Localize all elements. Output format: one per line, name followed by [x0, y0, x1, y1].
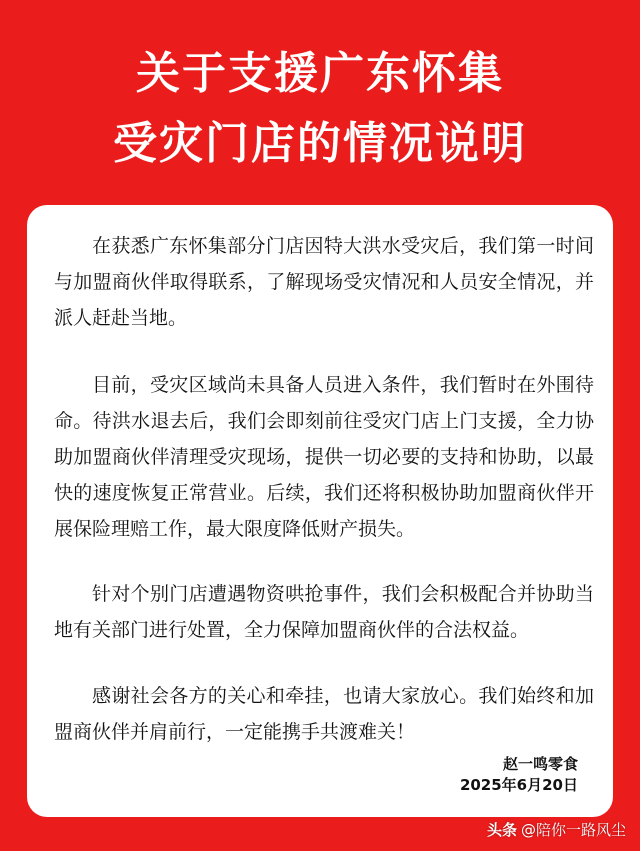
- watermark-brand: 头条: [486, 821, 517, 839]
- paragraph-2: 目前，受灾区域尚未具备人员进入条件，我们暂时在外围待命。待洪水退去后，我们会即刻前往受灾门店上门支援，全力协助加盟商伙伴清理受灾现场，提供一切必要的支持和协助，以最快的速度恢复正常营业。后续，我们还将积极协助加盟商伙伴开展保险理赔工作，最大限度降低财产损失。: [54, 374, 594, 540]
- title-line-2: 受灾门店的情况说明: [113, 118, 527, 169]
- watermark: [487, 820, 626, 840]
- paragraph-4: 感谢社会各方的关心和牵挂，也请大家放心。我们始终和加盟商伙伴并肩前行，一定能携手共渡难关！: [54, 685, 594, 743]
- paragraph-1: 在获悉广东怀集部分门店因特大洪水受灾后，我们第一时间与加盟商伙伴取得联系，了解现场受灾情况和人员安全情况，并派人赶赴当地。: [54, 235, 594, 329]
- paragraph-3: 针对个别门店遭遇物资哄抢事件，我们会积极配合并协助当地有关部门进行处置，全力保障加盟商伙伴的合法权益。: [54, 583, 594, 641]
- watermark-handle: @陪你一路风尘: [520, 821, 626, 839]
- signature-name: 赵一鸣零食: [502, 755, 578, 773]
- title-line-1: 关于支援广东怀集: [136, 48, 504, 99]
- signature-date: 2025年6月20日: [459, 776, 578, 794]
